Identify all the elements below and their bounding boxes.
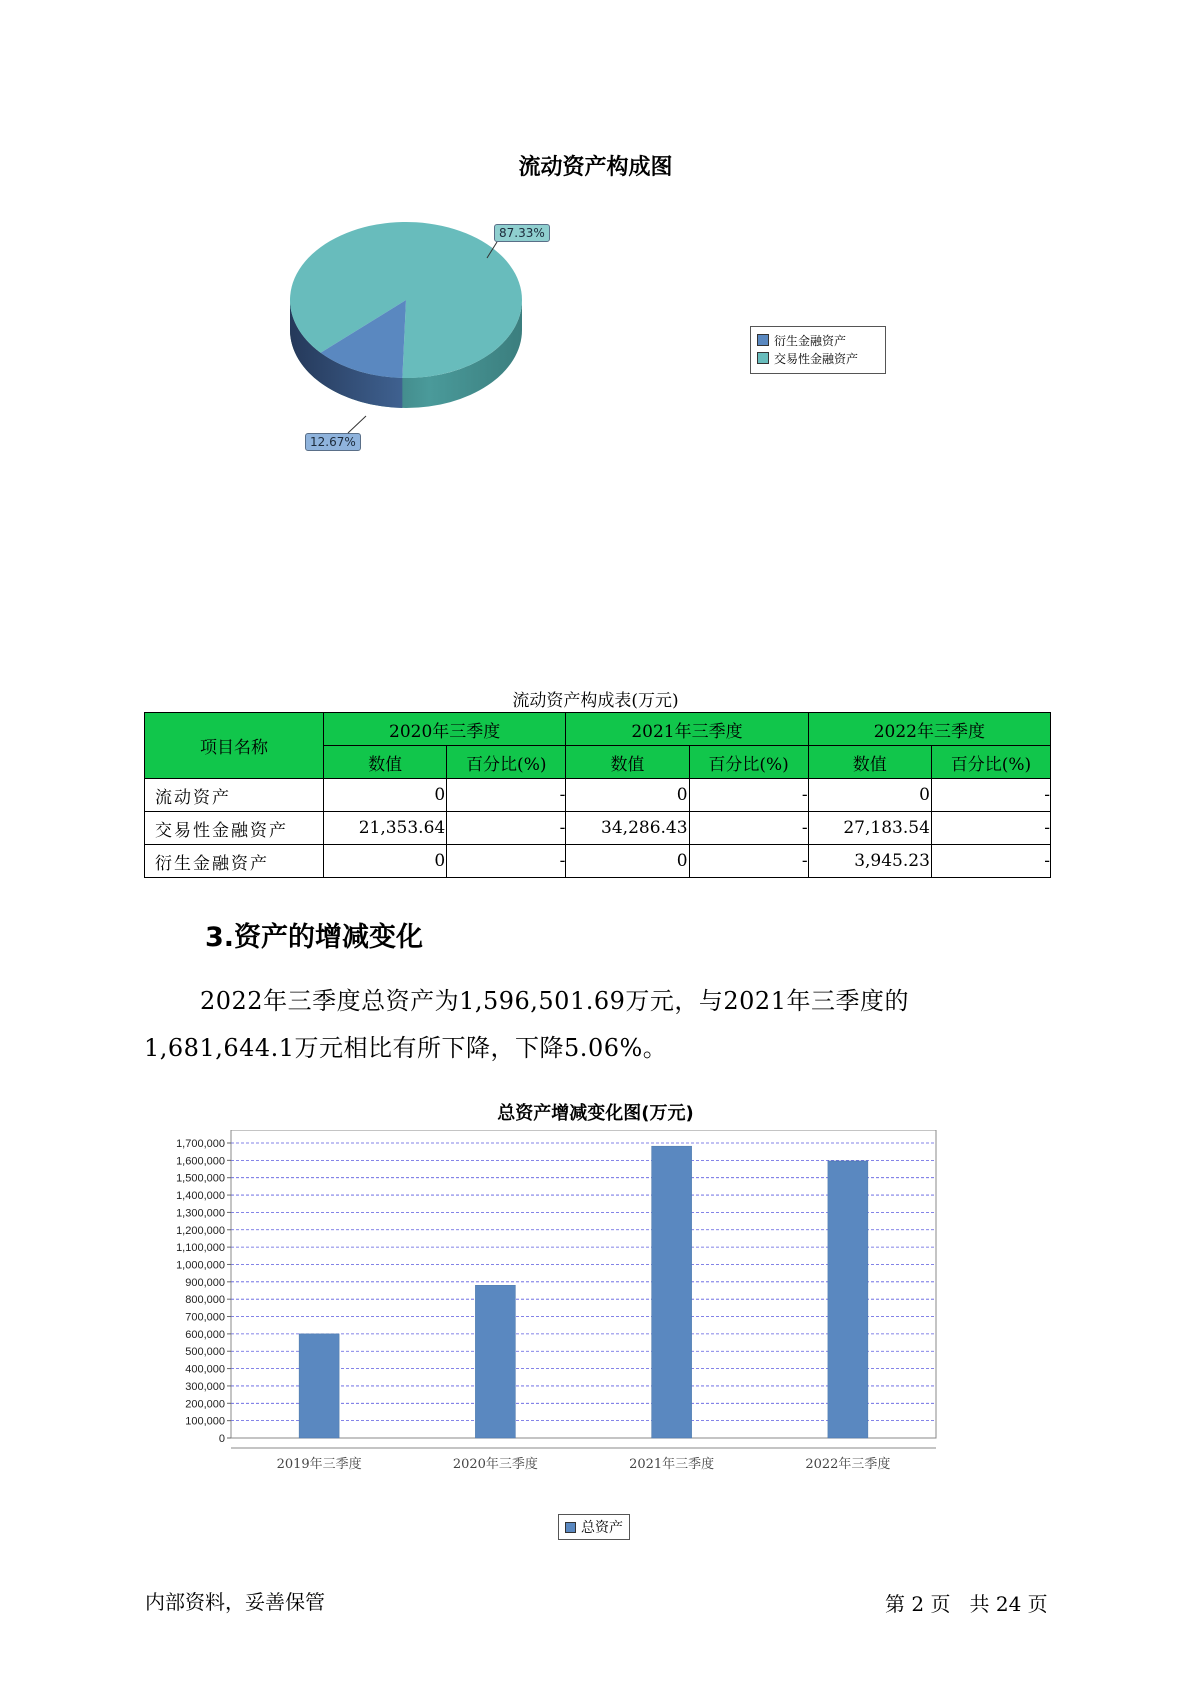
footer-confidential: 内部资料，妥善保管 [145,1590,325,1614]
row-name: 交易性金融资产 [145,812,324,845]
y-tick-label: 700,000 [185,1311,225,1324]
y-tick-label: 100,000 [185,1415,225,1428]
legend-label: 总资产 [581,1520,623,1536]
header-percent: 百分比(%) [447,746,566,779]
slice-label-derivative-assets: 12.67% [305,433,361,451]
cell-value: 3,945.23 [808,845,931,878]
header-period: 2021年三季度 [566,713,808,746]
section-heading: 3.资产的增减变化 [205,922,424,953]
cell-value: 0 [324,779,447,812]
header-percent: 百分比(%) [689,746,808,779]
y-tick-label: 1,600,000 [176,1155,225,1168]
header-item-name: 项目名称 [145,713,324,779]
page-number: 第 2 页 共 24 页 [885,1592,1048,1616]
header-value: 数值 [324,746,447,779]
bar [475,1285,515,1438]
bar [652,1146,692,1438]
header-value: 数值 [808,746,931,779]
row-name: 衍生金融资产 [145,845,324,878]
cell-value: 27,183.54 [808,812,931,845]
paragraph-line: 2022年三季度总资产为1,596,501.69万元，与2021年三季度的 [200,987,909,1015]
y-tick-label: 1,400,000 [176,1190,225,1203]
y-tick-label: 800,000 [185,1294,225,1307]
y-tick-label: 600,000 [185,1328,225,1341]
table-row [145,845,1051,878]
y-tick-label: 1,500,000 [176,1172,225,1185]
header-value: 数值 [566,746,689,779]
y-tick-label: 400,000 [185,1363,225,1376]
legend-swatch [565,1522,576,1533]
table-caption: 流动资产构成表(万元) [512,691,679,711]
table-row [145,812,1051,845]
y-tick-label: 200,000 [185,1398,225,1411]
legend-swatch [757,334,769,346]
header-period: 2020年三季度 [324,713,566,746]
current-assets-table [144,712,1051,878]
cell-percent: - [689,845,808,878]
y-tick-label: 1,300,000 [176,1207,225,1220]
body-paragraph [144,978,1044,1072]
legend-swatch [757,352,769,364]
paragraph-line: 1,681,644.1万元相比有所下降，下降5.06%。 [144,1034,668,1062]
cell-percent: - [447,779,566,812]
cell-percent: - [447,845,566,878]
x-tick-label: 2019年三季度 [276,1457,362,1472]
y-tick-label: 1,000,000 [176,1259,225,1272]
cell-percent: - [931,812,1050,845]
pie-chart-title: 流动资产构成图 [518,155,673,180]
cell-value: 0 [808,779,931,812]
callout-leader-lines [0,0,1191,700]
legend-label: 交易性金融资产 [774,352,859,366]
legend-item-derivative [757,332,879,350]
cell-percent: - [689,779,808,812]
slice-label-trading-assets: 87.33% [494,224,550,242]
row-name: 流动资产 [145,779,324,812]
cell-percent: - [447,812,566,845]
x-tick-label: 2020年三季度 [452,1457,538,1472]
cell-value: 34,286.43 [566,812,689,845]
cell-percent: - [689,812,808,845]
cell-value: 21,353.64 [324,812,447,845]
y-tick-label: 500,000 [185,1346,225,1359]
header-period: 2022年三季度 [808,713,1050,746]
bar-chart [160,1130,1020,1510]
y-tick-label: 1,200,000 [176,1224,225,1237]
cell-percent: - [931,845,1050,878]
bar-chart-title: 总资产增减变化图(万元) [497,1103,694,1124]
cell-percent: - [931,779,1050,812]
cell-value: 0 [324,845,447,878]
cell-value: 0 [566,845,689,878]
x-tick-label: 2021年三季度 [629,1457,715,1472]
x-tick-label: 2022年三季度 [805,1457,891,1472]
bar [828,1161,868,1438]
y-tick-label: 900,000 [185,1276,225,1289]
y-tick-label: 1,100,000 [176,1242,225,1255]
bar [299,1334,339,1438]
y-tick-label: 0 [218,1433,225,1445]
cell-value: 0 [566,779,689,812]
table-row [145,779,1051,812]
legend-item-trading [757,350,879,368]
header-percent: 百分比(%) [931,746,1050,779]
y-tick-label: 1,700,000 [176,1138,225,1150]
legend-label: 衍生金融资产 [774,334,847,348]
pie-legend [750,326,886,374]
bar-legend [558,1514,630,1540]
y-tick-label: 300,000 [185,1380,225,1393]
